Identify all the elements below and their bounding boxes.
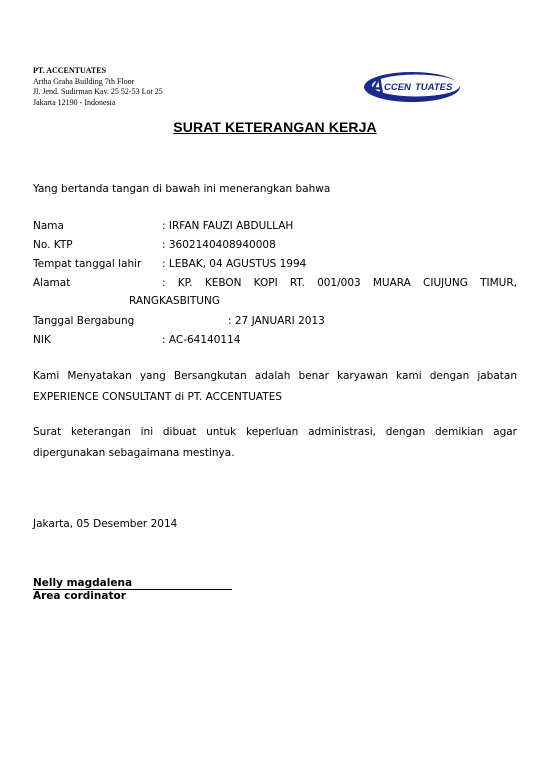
field-label-nama: Nama	[33, 220, 64, 232]
address-line-3: Jakarta 12190 - Indonesia	[33, 97, 116, 107]
field-label-nik: NIK	[33, 334, 51, 346]
intro-text: Yang bertanda tangan di bawah ini menerangkan bahwa	[33, 183, 331, 195]
alamat-word: KEBON	[204, 277, 242, 289]
signature-block	[33, 577, 232, 602]
alamat-word: 001/003	[317, 277, 361, 289]
alamat-word: :	[162, 277, 166, 289]
document-title: SURAT KETERANGAN KERJA	[173, 119, 377, 135]
field-value-alamat	[162, 274, 517, 292]
logo-middle: CCEN	[384, 82, 411, 93]
alamat-word: CIUJUNG	[423, 277, 468, 289]
alamat-word: TIMUR,	[480, 277, 517, 289]
place-date: Jakarta, 05 Desember 2014	[33, 518, 178, 530]
alamat-word: MUARA	[372, 277, 411, 289]
address-line-2: Jl. Jend. Sudirman Kav. 25 52-53 Lot 25	[33, 87, 163, 96]
purpose-line-1: Surat keterangan ini dibuat untuk keperluan administrasi, dengan demikian agar	[33, 426, 517, 438]
signer-name: Nelly magdalena	[33, 577, 232, 590]
alamat-word: KOPI	[253, 277, 278, 289]
field-value-ttl: : LEBAK, 04 AGUSTUS 1994	[162, 258, 307, 270]
alamat-word: KP.	[177, 277, 193, 289]
address-line-1: Artha Graha Building 7th Floor	[33, 76, 135, 86]
statement-paragraph	[33, 366, 517, 408]
signer-position: Area cordinator	[33, 590, 126, 602]
logo-initial: A	[370, 76, 385, 98]
field-label-tanggal-bergabung: Tanggal Bergabung	[33, 315, 135, 327]
field-value-alamat-continued: RANGKASBITUNG	[129, 295, 220, 307]
company-name: PT. ACCENTUATES	[33, 66, 107, 75]
letterhead	[33, 66, 163, 108]
field-value-nik: : AC-64140114	[162, 334, 241, 346]
logo-tail: TUATES	[415, 82, 453, 93]
alamat-word: RT.	[289, 277, 305, 289]
statement-line-1: Kami Menyatakan yang Bersangkutan adalah benar karyawan kami dengan jabatan	[33, 370, 517, 382]
field-value-tanggal-bergabung: : 27 JANUARI 2013	[228, 315, 325, 327]
purpose-line-2: dipergunakan sebagaimana mestinya.	[33, 447, 235, 459]
field-label-ktp: No. KTP	[33, 239, 73, 251]
field-value-ktp: : 3602140408940008	[162, 239, 276, 251]
field-label-ttl: Tempat tanggal lahir	[33, 258, 142, 270]
statement-line-2: EXPERIENCE CONSULTANT di PT. ACCENTUATES	[33, 391, 282, 403]
field-label-alamat: Alamat	[33, 277, 71, 289]
field-value-nama: : IRFAN FAUZI ABDULLAH	[162, 220, 294, 232]
purpose-paragraph	[33, 422, 517, 464]
company-logo	[362, 70, 462, 104]
